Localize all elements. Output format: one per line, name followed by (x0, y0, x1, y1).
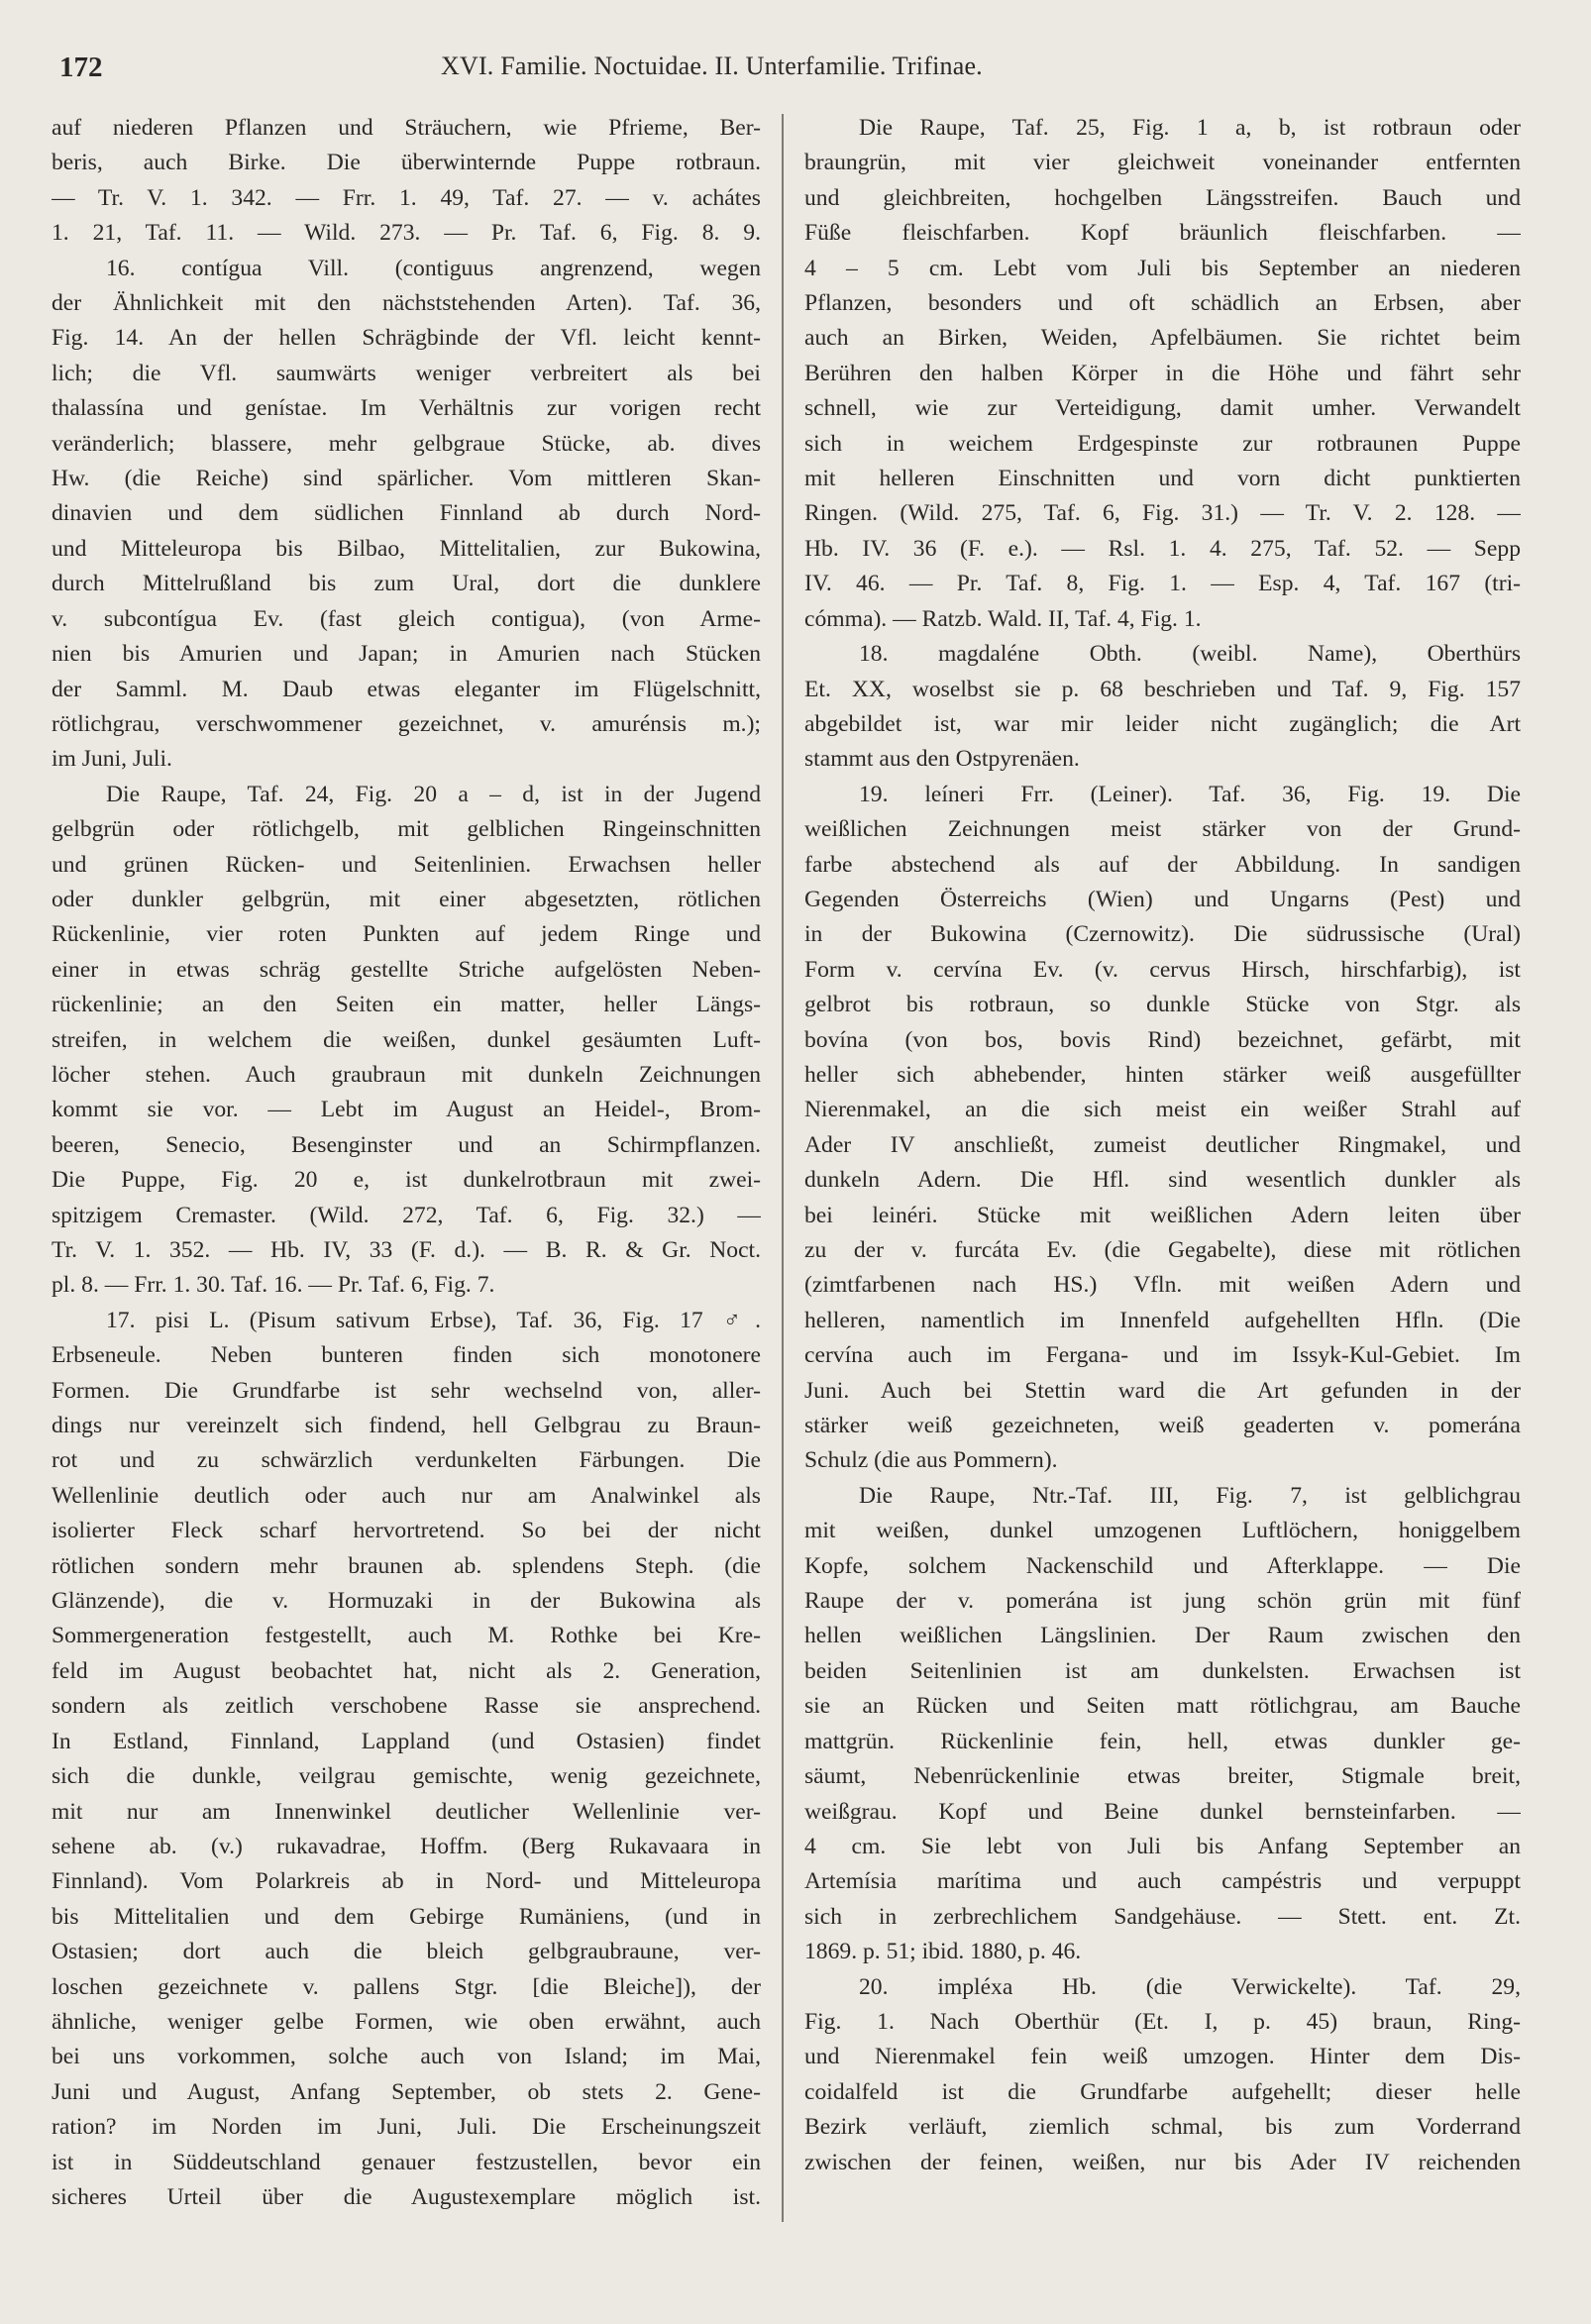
text-line: Schulz (die aus Pommern). (804, 1447, 1058, 1474)
text-line: ähnliche, weniger gelbe Formen, wie oben erwähnt, auch (52, 2008, 761, 2035)
text-line: beris, auch Birke. Die überwinternde Puppe rotbraun. (52, 150, 761, 176)
text-line: zwischen der feinen, weißen, nur bis Ader IV reichenden (804, 2149, 1521, 2175)
text-line: Finnland). Vom Polarkreis ab in Nord- und Mitteleuropa (52, 1868, 761, 1895)
text-line: sicheres Urteil über die Augustexemplare möglich ist. (52, 2183, 761, 2210)
text-line: dings nur vereinzelt sich findend, hell Gelbgrau zu Braun- (52, 1413, 761, 1439)
text-line: streifen, in welchem die weißen, dunkel gesäumten Luft- (52, 1026, 761, 1053)
text-line: der Ähnlichkeit mit den nächststehenden Arten). Taf. 36, (52, 290, 761, 317)
text-line: Hw. (die Reiche) sind spärlicher. Vom mittleren Skan- (52, 466, 761, 492)
text-line: und grünen Rücken- und Seitenlinien. Erwachsen heller (52, 851, 761, 878)
text-line: schnell, wie zur Verteidigung, damit umher. Verwandelt (804, 395, 1521, 422)
text-line: thalassína und genístae. Im Verhältnis zur vorigen recht (52, 395, 761, 422)
text-line: Artemísia marítima und auch campéstris und verpuppt (804, 1868, 1521, 1895)
text-line: Die Raupe, Ntr.-Taf. III, Fig. 7, ist gelblichgrau (859, 1482, 1521, 1509)
right-column (804, 111, 1521, 2221)
text-line: braungrün, mit vier gleichweit voneinander entfernten (804, 150, 1521, 176)
page-number: 172 (59, 52, 103, 83)
text-line: in der Bukowina (Czernowitz). Die südrussische (Ural) (804, 921, 1521, 948)
text-line: durch Mittelrußland bis zum Ural, dort die dunklere (52, 571, 761, 597)
text-line: mit weißen, dunkel umzogenen Luftlöchern, honiggelbem (804, 1518, 1521, 1544)
text-line: Hb. IV. 36 (F. e.). — Rsl. 1. 4. 275, Taf. 52. — Sepp (804, 535, 1521, 562)
text-line: 18. magdaléne Obth. (weibl. Name), Oberthürs (859, 641, 1521, 668)
text-line: helleren, namentlich im Innenfeld aufgehellten Hfln. (Die (804, 1307, 1521, 1333)
text-line: veränderlich; blassere, mehr gelbgraue Stücke, ab. dives (52, 430, 761, 457)
text-line: weißgrau. Kopf und Beine dunkel bernsteinfarben. — (804, 1798, 1521, 1825)
text-line: Ader IV anschließt, zumeist deutlicher Ringmakel, und (804, 1131, 1521, 1158)
page-header (59, 52, 1532, 101)
text-line: Glänzende), die v. Hormuzaki in der Bukowina als (52, 1588, 761, 1615)
text-line: der Samml. M. Daub etwas eleganter im Flügelschnitt, (52, 676, 761, 702)
text-line: — Tr. V. 1. 342. — Frr. 1. 49, Taf. 27. — v. achátes (52, 184, 761, 211)
text-line: Fig. 14. An der hellen Schrägbinde der Vfl. leicht kennt- (52, 325, 761, 352)
text-line: spitzigem Cremaster. (Wild. 272, Taf. 6, Fig. 32.) — (52, 1202, 761, 1228)
text-line: Juni und August, Anfang September, ob stets 2. Gene- (52, 2078, 761, 2105)
text-line: (zimtfarbenen nach HS.) Vfln. mit weißen Adern und (804, 1272, 1521, 1299)
text-line: stärker weiß gezeichneten, weiß geaderten v. pomerána (804, 1413, 1521, 1439)
text-line: Die Raupe, Taf. 24, Fig. 20 a – d, ist in der Jugend (106, 781, 761, 807)
text-line: ist in Süddeutschland genauer festzustellen, bevor ein (52, 2149, 761, 2175)
text-line: sich die dunkle, veilgrau gemischte, wenig gezeichnete, (52, 1763, 761, 1790)
text-line: Raupe der v. pomerána ist jung schön grün mit fünf (804, 1588, 1521, 1615)
text-line: bei leinéri. Stücke mit weißlichen Adern leiten über (804, 1202, 1521, 1228)
text-line: mit helleren Einschnitten und vorn dicht punktierten (804, 466, 1521, 492)
running-head: XVI. Familie. Noctuidae. II. Unterfamilie. Trifinae. (441, 52, 983, 80)
text-line: v. subcontígua Ev. (fast gleich contigua), (von Arme- (52, 605, 761, 632)
text-line: Gegenden Österreichs (Wien) und Ungarns (Pest) und (804, 886, 1521, 912)
text-line: 16. contígua Vill. (contiguus angrenzend, wegen (106, 255, 761, 281)
text-line: Nierenmakel, an die sich meist ein weißer Strahl auf (804, 1097, 1521, 1123)
text-line: Pflanzen, besonders und oft schädlich an Erbsen, aber (804, 290, 1521, 317)
text-line: und gleichbreiten, hochgelben Längsstreifen. Bauch und (804, 184, 1521, 211)
text-line: lich; die Vfl. saumwärts weniger verbreitert als bei (52, 360, 761, 386)
text-line: Et. XX, woselbst sie p. 68 beschrieben und Taf. 9, Fig. 157 (804, 676, 1521, 702)
text-line: dinavien und dem südlichen Finnland ab durch Nord- (52, 500, 761, 527)
text-line: Juni. Auch bei Stettin ward die Art gefunden in der (804, 1377, 1521, 1404)
text-line: Tr. V. 1. 352. — Hb. IV, 33 (F. d.). — B. R. & Gr. Noct. (52, 1237, 761, 1263)
text-line: gelbgrün oder rötlichgelb, mit gelblichen Ringeinschnitten (52, 816, 761, 843)
text-line: Fig. 1. Nach Oberthür (Et. I, p. 45) braun, Ring- (804, 2008, 1521, 2035)
text-line: sondern als zeitlich verschobene Rasse sie ansprechend. (52, 1693, 761, 1720)
text-line: In Estland, Finnland, Lappland (und Ostasien) findet (52, 1728, 761, 1754)
text-line: loschen gezeichnete v. pallens Stgr. [die Bleiche]), der (52, 1973, 761, 2000)
text-line: säumt, Nebenrückenlinie etwas breiter, Stigmale breit, (804, 1763, 1521, 1790)
text-line: 1. 21, Taf. 11. — Wild. 273. — Pr. Taf. 6, Fig. 8. 9. (52, 220, 761, 247)
text-line: bei uns vorkommen, solche auch von Island; im Mai, (52, 2044, 761, 2070)
text-line: gelbrot bis rotbraun, so dunkle Stücke von Stgr. als (804, 992, 1521, 1018)
text-line: oder dunkler gelbgrün, mit einer abgesetzten, rötlichen (52, 886, 761, 912)
text-line: kommt sie vor. — Lebt im August an Heidel-, Brom- (52, 1097, 761, 1123)
text-line: einer in etwas schräg gestellte Striche aufgelösten Neben- (52, 956, 761, 983)
text-line: Erbseneule. Neben bunteren finden sich monotonere (52, 1342, 761, 1369)
text-line: Die Raupe, Taf. 25, Fig. 1 a, b, ist rotbraun oder (859, 115, 1521, 141)
text-line: 20. impléxa Hb. (die Verwickelte). Taf. 29, (859, 1973, 1521, 2000)
text-line: Kopfe, solchem Nackenschild und Afterklappe. — Die (804, 1552, 1521, 1579)
text-line: rot und zu schwärzlich verdunkelten Färbungen. Die (52, 1447, 761, 1474)
text-line: Bezirk verläuft, ziemlich schmal, bis zum Vorderrand (804, 2114, 1521, 2141)
text-line: Wellenlinie deutlich oder auch nur am Analwinkel als (52, 1482, 761, 1509)
text-line: mattgrün. Rückenlinie fein, hell, etwas dunkler ge- (804, 1728, 1521, 1754)
text-line: stammt aus den Ostpyrenäen. (804, 746, 1080, 773)
text-line: zu der v. furcáta Ev. (die Gegabelte), diese mit rötlichen (804, 1237, 1521, 1263)
text-line: und Nierenmakel fein weiß umzogen. Hinter dem Dis- (804, 2044, 1521, 2070)
text-line: pl. 8. — Frr. 1. 30. Taf. 16. — Pr. Taf. 6, Fig. 7. (52, 1272, 495, 1299)
text-line: sich in weichem Erdgespinste zur rotbraunen Puppe (804, 430, 1521, 457)
text-line: beiden Seitenlinien ist am dunkelsten. Erwachsen ist (804, 1657, 1521, 1684)
text-line: IV. 46. — Pr. Taf. 8, Fig. 1. — Esp. 4, Taf. 167 (tri- (804, 571, 1521, 597)
text-line: Berühren den halben Körper in die Höhe und fährt sehr (804, 360, 1521, 386)
text-line: abgebildet ist, war mir leider nicht zugänglich; die Art (804, 710, 1521, 737)
text-line: sich in zerbrechlichem Sandgehäuse. — Stett. ent. Zt. (804, 1903, 1521, 1930)
text-line: nien bis Amurien und Japan; in Amurien nach Stücken (52, 641, 761, 668)
text-line: Die Puppe, Fig. 20 e, ist dunkelrotbraun mit zwei- (52, 1167, 761, 1194)
text-line: Sommergeneration festgestellt, auch M. Rothke bei Kre- (52, 1623, 761, 1649)
text-line: cervína auch im Fergana- und im Issyk-Kul-Gebiet. Im (804, 1342, 1521, 1369)
text-line: sie an Rücken und Seiten matt rötlichgrau, am Bauche (804, 1693, 1521, 1720)
text-line: auch an Birken, Weiden, Apfelbäumen. Sie richtet beim (804, 325, 1521, 352)
text-line: 4 – 5 cm. Lebt vom Juli bis September an niederen (804, 255, 1521, 281)
text-line: auf niederen Pflanzen und Sträuchern, wie Pfrieme, Ber- (52, 115, 761, 141)
left-column (52, 111, 761, 2221)
text-line: mit nur am Innenwinkel deutlicher Wellenlinie ver- (52, 1798, 761, 1825)
text-line: bovína (von bos, bovis Rind) bezeichnet, gefärbt, mit (804, 1026, 1521, 1053)
text-line: heller sich abhebender, hinten stärker weiß ausgefüllter (804, 1061, 1521, 1088)
text-line: isolierter Fleck scharf hervortretend. So bei der nicht (52, 1518, 761, 1544)
column-divider (782, 114, 784, 2222)
text-line: Ringen. (Wild. 275, Taf. 6, Fig. 31.) — Tr. V. 2. 128. — (804, 500, 1521, 527)
text-line: 17. pisi L. (Pisum sativum Erbse), Taf. 36, Fig. 17 ♂. (106, 1307, 761, 1333)
text-line: rötlichen sondern mehr braunen ab. splendens Steph. (die (52, 1552, 761, 1579)
text-line: im Juni, Juli. (52, 746, 172, 773)
text-line: Formen. Die Grundfarbe ist sehr wechselnd von, aller- (52, 1377, 761, 1404)
text-line: dunkeln Adern. Die Hfl. sind wesentlich dunkler als (804, 1167, 1521, 1194)
text-line: Rückenlinie, vier roten Punkten auf jedem Ringe und (52, 921, 761, 948)
text-line: sehene ab. (v.) rukavadrae, Hoffm. (Berg Rukavaara in (52, 1833, 761, 1859)
text-line: ration? im Norden im Juni, Juli. Die Erscheinungszeit (52, 2114, 761, 2141)
text-line: und Mitteleuropa bis Bilbao, Mittelitalien, zur Bukowina, (52, 535, 761, 562)
text-line: beeren, Senecio, Besenginster und an Schirmpflanzen. (52, 1131, 761, 1158)
text-line: Ostasien; dort auch die bleich gelbgraubraune, ver- (52, 1939, 761, 1965)
text-line: hellen weißlichen Längslinien. Der Raum zwischen den (804, 1623, 1521, 1649)
text-line: bis Mittelitalien und dem Gebirge Rumäniens, (und in (52, 1903, 761, 1930)
text-line: 19. leíneri Frr. (Leiner). Taf. 36, Fig. 19. Die (859, 781, 1521, 807)
text-line: rückenlinie; an den Seiten ein matter, heller Längs- (52, 992, 761, 1018)
text-line: Form v. cervína Ev. (v. cervus Hirsch, hirschfarbig), ist (804, 956, 1521, 983)
text-line: 4 cm. Sie lebt von Juli bis Anfang September an (804, 1833, 1521, 1859)
text-line: 1869. p. 51; ibid. 1880, p. 46. (804, 1939, 1082, 1965)
text-line: cómma). — Ratzb. Wald. II, Taf. 4, Fig. 1. (804, 605, 1202, 632)
text-line: löcher stehen. Auch graubraun mit dunkeln Zeichnungen (52, 1061, 761, 1088)
text-line: farbe abstechend als auf der Abbildung. In sandigen (804, 851, 1521, 878)
text-line: coidalfeld ist die Grundfarbe aufgehellt; dieser helle (804, 2078, 1521, 2105)
text-line: weißlichen Zeichnungen meist stärker von der Grund- (804, 816, 1521, 843)
text-line: Füße fleischfarben. Kopf bräunlich fleischfarben. — (804, 220, 1521, 247)
text-line: rötlichgrau, verschwommener gezeichnet, v. amurénsis m.); (52, 710, 761, 737)
text-line: feld im August beobachtet hat, nicht als 2. Generation, (52, 1657, 761, 1684)
